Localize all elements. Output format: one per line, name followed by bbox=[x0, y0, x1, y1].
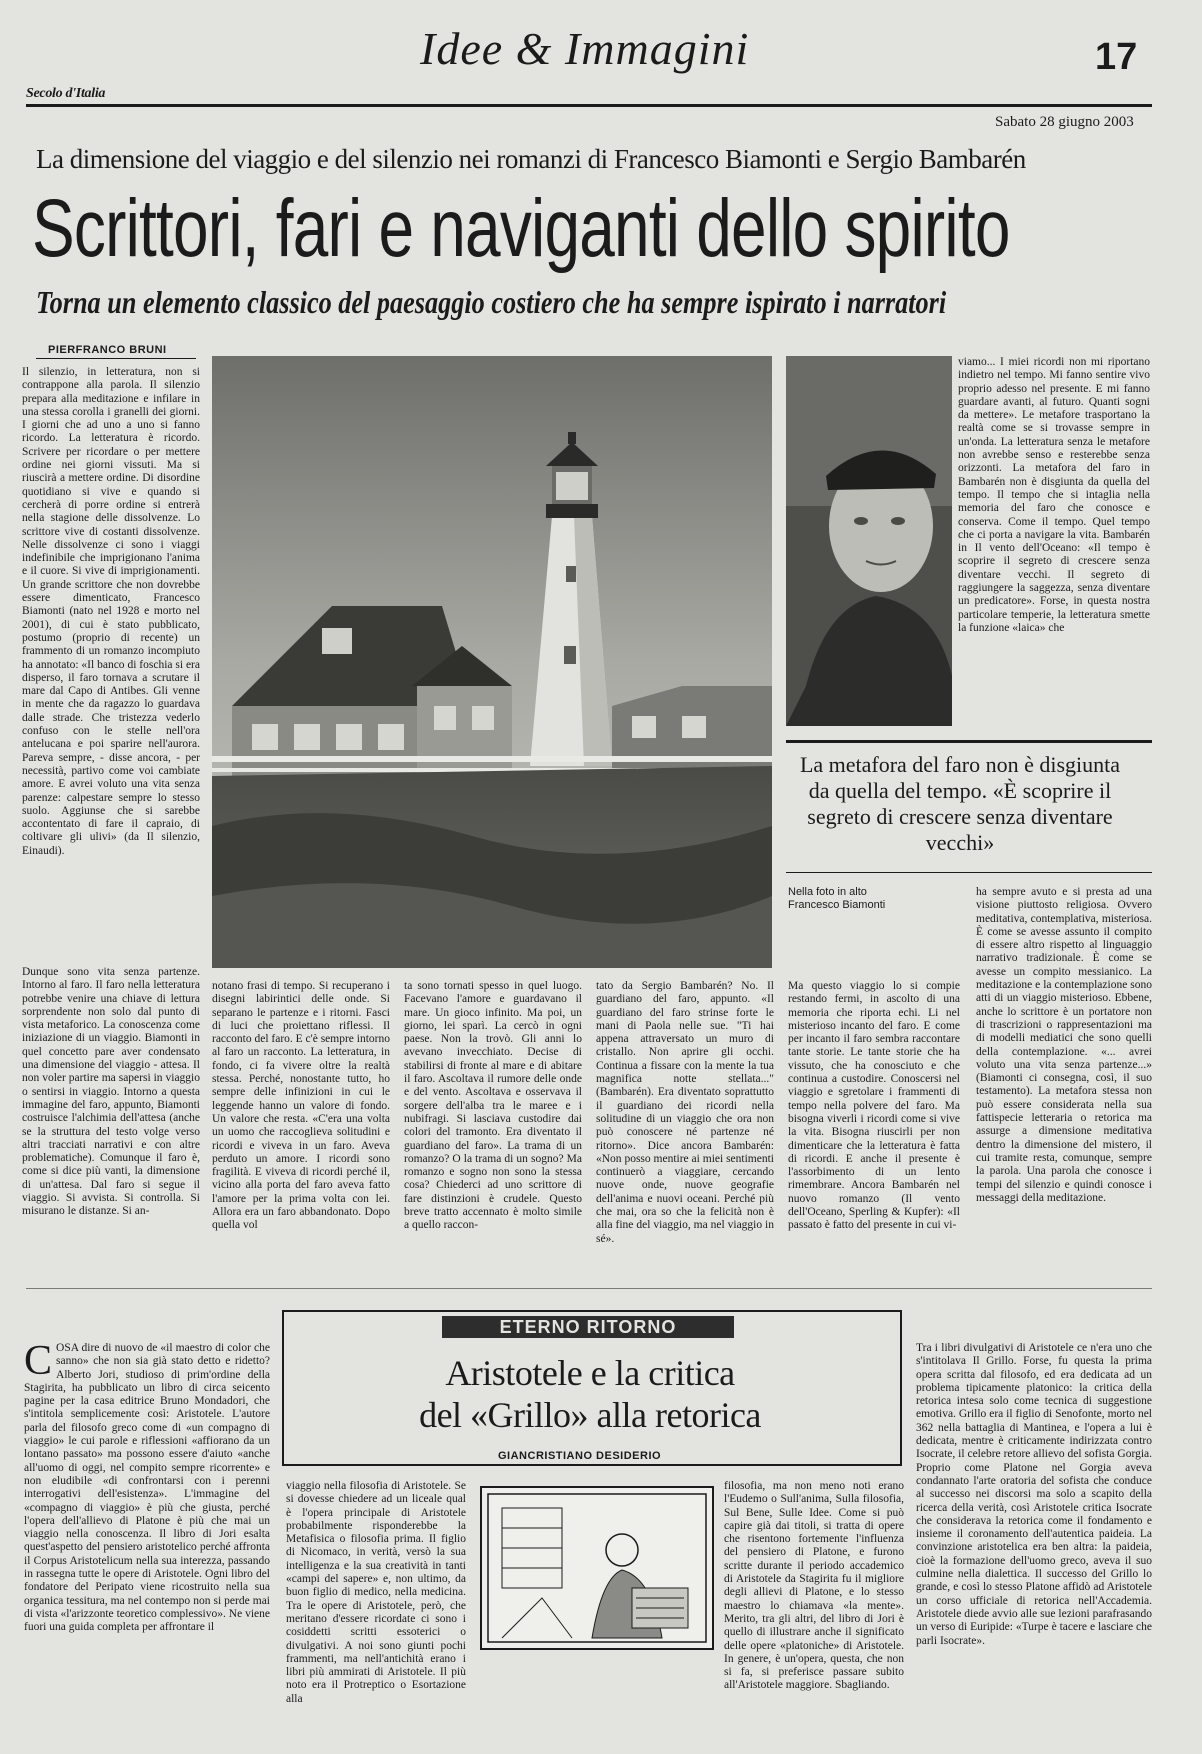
article2-title bbox=[300, 1352, 880, 1436]
portrait-photo bbox=[786, 356, 952, 726]
article-column-1-bottom: Dunque sono vita senza partenze. Intorno al faro. Il faro nella letteratura potrebbe venire una chiave di lettura sorprendente non solo dal punto di vista metaforico. La conoscenza come iniziazione di un viaggio. Biamonti in quel concetto pare aver condensato una dimensione del viaggio - attesa. Il non voler partire ma sapersi in viaggio o sentirsi in viaggio. Intorno a questa immagine del faro, appunto, Biamonti costruisce l'alchimia dell'attesa (anche se la struttura del testo volge verso altri tracciati narrativi e con altre problematiche). Comunque il faro è, come si dice più vanti, la dimensione di un'attesa. Dal faro si segue il viaggio. Si avvista. Si controlla. Si misurano le distanze. Si an- bbox=[22, 966, 200, 1218]
article-byline: PIERFRANCO BRUNI bbox=[48, 344, 167, 356]
page-number: 17 bbox=[1095, 36, 1138, 78]
portrait-illustration bbox=[786, 356, 952, 726]
issue-date: Sabato 28 giugno 2003 bbox=[995, 114, 1134, 130]
newspaper-name: Secolo d'Italia bbox=[26, 86, 106, 101]
article-column-6-bottom: ha sempre avuto e si presta ad una visione piuttosto religiosa. Ovvero meditativa, contemplativa, misteriosa. È come se avesse assunto il compito di essere altro rispetto al linguaggio narrativo tradizionale. È come se avesse un compito messianico. La meditazione e la contemplazione sono atti di un viaggio misterioso. Ebbene, anche lo scrittore è un portatore non di trascrizioni o rappresentazioni ma di modelli mediatici che sono quelli della contemplazione. «... avrei voluto una vita senza partenze...» (Biamonti ci consegna, così, il suo testamento). La metafora stessa non può essere considerata nella sua fattispecie letteraria o retorica ma assurge a dimensione meditativa dentro la dimensione del mistero, il cui tramite resta, comunque, sempre la parola. Una parola che conosce i tempi del silenzio e quindi conosce i messaggi della meditazione. bbox=[976, 886, 1152, 1204]
article-column-4: tato da Sergio Bambarén? No. Il guardiano del faro, appunto. «Il guardiano del faro strinse forte le mani di Paola nelle sue. "Ti hai appena attraversato un muro di cristallo. Non aprire gli occhi. Continua a fissare con la mente la tua magnifica notte stellata..." (Bambarén). Era diventato soprattutto il guardiano dei ricordi nella solitudine di un viaggio che ora non può conoscere né partenze né ritorno». Dice ancora Bambarén: «Non posso mentire ai miei sentimenti continuerò a viaggiare, cercando nuove onde, nuove geografie dell'anima e nuovi oceani. Perché più che mai, ora so che la felicità non è alla fine del viaggio, ma nel viaggio in sé». bbox=[596, 980, 774, 1245]
pull-quote-rule-top bbox=[786, 740, 1152, 743]
lighthouse-illustration bbox=[212, 356, 772, 968]
article-column-6-top: viamo... I miei ricordi non mi riportano indietro nel tempo. Mi fanno sentire vivo proprio adesso nel presente. E mi fanno guardare avanti, al futuro. Quanti sogni da mettere». Le metafore trasportano la realtà come se si trovasse sempre in un'onda. La letteratura senza le metafore non avrebbe senso e resterebbe senza orizzonti. La metafora del faro in Bambarén non è disgiunta da quella del tempo. Il tempo che si intaglia nella memoria del faro che conosce e conserva. Come il tempo. Quel tempo che ci porta a navigare la vita. Bambarén in Il vento dell'Oceano: «Il tempo è scoprire il segreto di crescere senza diventare vecchi. Il segreto di raggiungere la saggezza, senza diventare un predicatore». Forse, in questa nostra particolare temperie, la letteratura smette la funzione «laica» che bbox=[958, 356, 1150, 634]
photo-caption bbox=[788, 886, 885, 912]
article2-byline: GIANCRISTIANO DESIDERIO bbox=[498, 1450, 662, 1462]
caption-line-1: Nella foto in alto bbox=[788, 886, 867, 898]
byline-rule bbox=[36, 358, 196, 359]
caption-line-2: Francesco Biamonti bbox=[788, 899, 886, 911]
article2-kicker: ETERNO RITORNO bbox=[442, 1316, 734, 1338]
article2-column-1-text: OSA dire di nuovo de «il maestro di color che sanno» che non sia già stato detto e ridetto? Alberto Jori, studioso di prim'ordine della Stagirita, ha pubblicato un libro di circa seicento pagine per la casa editrice Bruno Mondadori, che s'intitola semplicemente così: Aristotele. L'autore parla del filosofo greco come di «un compagno di viaggio» le cui parole e riflessioni «affiorano da un lontano passato» ma possono essere d'aiuto «anche all'uomo di oggi, nel compito sempre ricorrente» e non eludibile «di confrontarsi con i perenni interrogativi dell'esistenza». L'immagine del «compagno di viaggio» è più che giusta, perché l'opera dell'allievo di Platone è più che mai un viaggio nella conoscenza. Il libro di Jori esalta quest'aspetto del pensiero aristotelico perché affronta il Corpus Aristotelicum nella sua interezza, passando in rassegna tutte le opere di Aristotele. Ogni libro del fondatore del Peripato viene ricostruito nella sua organica tessitura, ma nel contempo non si perde mai di vista «l'arizzonte teoretico complessivo». Ne viene fuori una guida completa per affrontare il bbox=[24, 1342, 270, 1634]
dropcap: C bbox=[24, 1342, 53, 1384]
article2-column-2: viaggio nella filosofia di Aristotele. Se si dovesse chiedere ad un liceale qual è l'opera principale di Aristotele probabilmente risponderebbe la Metafisica o filosofia prima. Il figlio di Nicomaco, in verità, versò la sua intelligenza e la sua creatività in tanti «campi del sapere» e, non ultimo, da buon figlio di medico, nella medicina. Tra le opere di Aristotele, però, che meritano d'essere ricordate ci sono i cosiddetti scritti essoterici o divulgativi. A noi sono giunti pochi frammenti, ma nell'antichità erano i libri più ammirati di Aristotele. Il più noto era il Protreptico o Esortazione alla bbox=[286, 1480, 466, 1705]
pull-quote-rule-bottom bbox=[786, 872, 1152, 873]
engraving-illustration bbox=[482, 1488, 712, 1648]
pull-quote: La metafora del faro non è disgiunta da quella del tempo. «È scoprire il segreto di crescere senza diventare vecchi» bbox=[799, 752, 1121, 855]
article-subhead: Torna un elemento classico del paesaggio costiero che ha sempre ispirato i narratori bbox=[36, 284, 947, 320]
aristotle-engraving bbox=[480, 1486, 714, 1650]
header-rule bbox=[26, 104, 1152, 107]
lighthouse-photo bbox=[212, 356, 772, 968]
article2-title-line-1: Aristotele e la critica bbox=[445, 1353, 735, 1393]
article-column-1-top: Il silenzio, in letteratura, non si contrappone alla parola. Il silenzio prepara alla meditazione e infilare in una stessa corolla i granelli dei giorni. I giorni che ad uno a uno si fanno ricordo. La letteratura è ricordo. Scrivere per ricordare o per mettere ordine nei giorni vissuti. Ma si riuscirà a mettere ordine. Di disordine quotidiano si vive e quando si cercherà di porre ordine si entrerà nella stagione delle dissolvenze. Lo scrittore vive di costanti dissolvenze. Nelle dissolvenze ci sono i viaggi indefinibile che imprigionano l'anima e il cuore. Si vive di imprigionamenti. Un grande scrittore che non dovrebbe essere dimenticato, Francesco Biamonti (nato nel 1928 e morto nel 2001), di cui è stato pubblicato, postumo (proprio di recente) un frammento di un romanzo incompiuto ha annotato: «Il banco di foschia si era disperso, il faro tornava a scrutare il mare dal Capo di Antibes. Gli venne in mente che da ragazzo lo guardava dalle strade. Che tristezza vederlo confuso con le stelle nell'ora antelucana e poi sparire nell'aurora. Pareva sempre, - disse ancora, - per necessità, partivo come voi cambiate amore. E avrei voluto una vita senza parenze: calpestare sempre lo stesso suolo. Aggiunse che si sarebbe accontentato di fare il capraio, di coltivare gli ulivi» (da Il silenzio, Einaudi). bbox=[22, 366, 200, 857]
article-headline: Scrittori, fari e naviganti dello spirito bbox=[32, 183, 1010, 274]
article-column-2: notano frasi di tempo. Si recuperano i disegni labirintici delle onde. Si separano le partenze e i ritorni. Fasci di luci che proiettano riflessi. Il racconto del faro. E c'è sempre intorno al faro un racconto. La letteratura, in fondo, ci fa vivere oltre la realtà stessa. Perché, nonostante tutto, ho sempre delle infinizioni in cui le leggende hanno un valore di fondo. Un valore che resta. «C'era una volta un uomo che raccoglieva solitudini e ricordi e viveva in un faro. Aveva perduto un amore. I ricordi sono fragilità. E viveva di ricordi perché il, vicino alla porta del faro aveva fatto l'amore per la prima volta con lei. Allora era un faro abbandonato. Dopo quella vol bbox=[212, 980, 390, 1232]
article-column-3: ta sono tornati spesso in quel luogo. Facevano l'amore e guardavano il mare. Un gioco infinito. Ma poi, un giorno, lei sparì. La cercò in ogni paese. Non la trovò. Gli anni lo avevano invecchiato. Decise di stabilirsi di fronte al mare e di abitare il faro. Ascoltava il rumore delle onde e del vento. Ascoltava e osservava il sorgere dell'alba tra le maree e i nubifragi. Si lasciava custodire dai colori del tramonto. Era diventato il guardiano del faro». La trama di un romanzo? O la trama di un sogno? Ma romanzo e sogno non sono la stessa cosa? Chiederci ad uno scrittore di fare distinzioni è crudele. Questo breve tratto accennato è molto simile a quello raccon- bbox=[404, 980, 582, 1232]
article2-title-line-2: del «Grillo» alla retorica bbox=[419, 1395, 761, 1435]
article2-column-3: filosofia, ma non meno noti erano l'Eudemo o Sull'anima, Sulla filosofia, Sul Bene, Sulle Idee. Come si può capire già dai titoli, si tratta di opere che risentono fortemente l'influenza del pensiero di Platone, e furono scritte durante il periodo accademico di Aristotele da Stagirita fu il migliore degli allievi di Platone, e lo stesso maestro lo chiamava «la mente». Merito, tra gli altri, del libro di Jori è quello di illustrare anche il significato delle opere «platoniche» di Aristotele. In genere, è un'opera, questa, che non si fa, si preferisce passare subito all'Aristotele maggiore. Sbagliando. bbox=[724, 1480, 904, 1692]
article2-column-1 bbox=[24, 1342, 270, 1746]
section-title: Idee & Immagini bbox=[420, 23, 750, 74]
article2-column-4: Tra i libri divulgativi di Aristotele ce n'era uno che s'intitolava Il Grillo. Forse, fu questa la prima opera scritta dal filosofo, ed era dedicata ad un problema tipicamente platonico: la critica della retorica intesa solo come tecnica di suggestione emotiva. Grillo era il figlio di Senofonte, morto nel 362 nella battaglia di Mantinea, e l'opera a lui è dedicata, mentre è criticamente indirizzata contro Isocrate, il celebre retore allievo del sofista Gorgia. Proprio come Platone nel Gorgia aveva condannato l'arte oratoria del sofista che conduce al successo nei discorsi ma solo a scapito della ricerca della verità, così Aristotele critica Isocrate che considerava la retorica come il fondamento e insieme il coronamento dell'autentica paideia. La convinzione aristotelica era ben altra: la paideia, cioè la formazione dell'uomo greco, aveva il suo culmine nella dialettica. Il successo del Grillo lo grande, e così lo stesso Platone affidò ad Aristotele un corso ufficiale di retorica nell'Accademia. Aristotele diede avvio alle sue lezioni parafrasando un verso di Euripide: «Turpe è tacere e lasciare che parli Isocrate». bbox=[916, 1342, 1152, 1647]
article-overline: La dimensione del viaggio e del silenzio nei romanzi di Francesco Biamonti e Sergio Bambarén bbox=[36, 144, 1026, 174]
article-column-5: Ma questo viaggio lo si compie restando fermi, in ascolto di una memoria che riporta echi. Li nel misterioso incanto del faro. E come per incanto il faro sembra raccontare tante storie. Le tante storie che ha vissuto, che ha conosciuto e che continua a custodire. Conoscersi nel viaggio e sgretolare i frammenti di tempo nella polvere del faro. Ma bisogna viverli i ricordi come si vive la vita. Bisogna riuscirli per non dimenticare che la letteratura è fatta di ricordi. E anche il presente è l'assorbimento di un lento rimembrare. Ancora Bambarén nel nuovo romanzo (Il vento dell'Oceano, Sperling & Kupfer): «Il passato è fatto del presente in cui vi- bbox=[788, 980, 960, 1232]
article-separator bbox=[26, 1288, 1152, 1289]
